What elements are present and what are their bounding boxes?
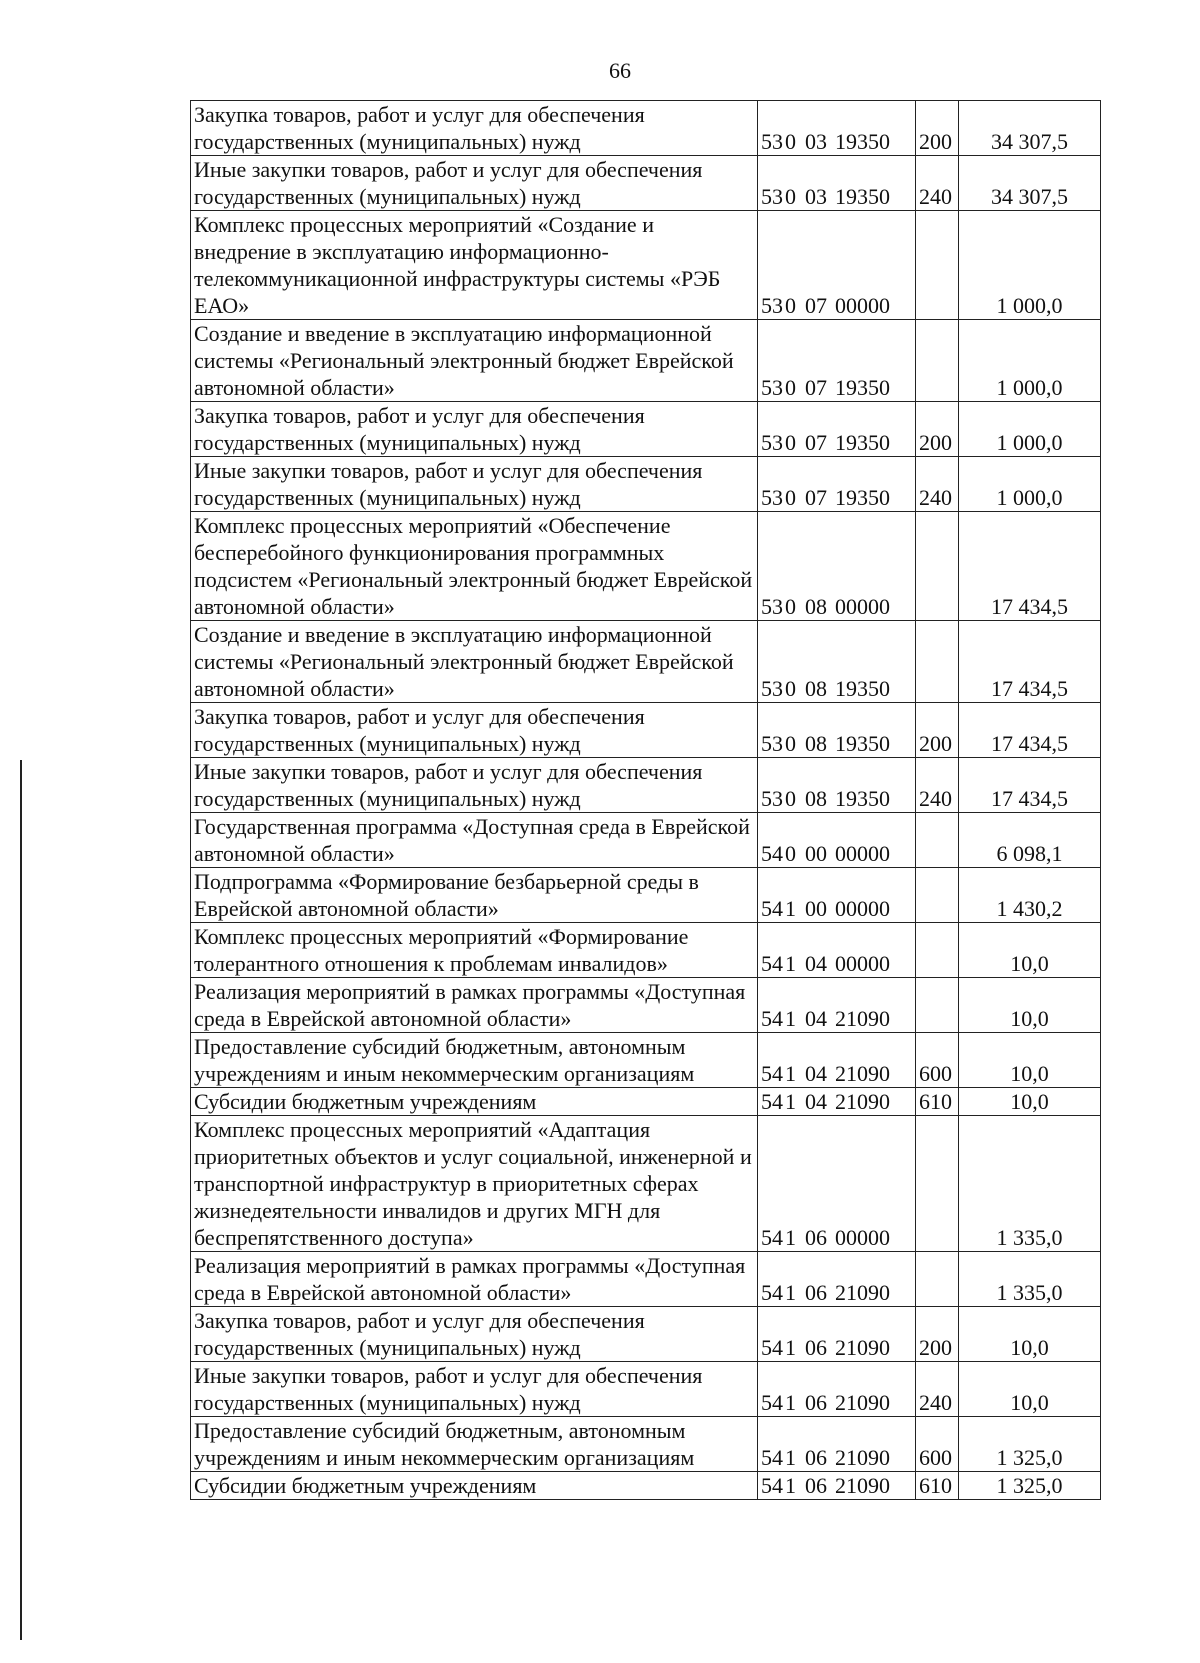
row-name: Реализация мероприятий в рамках программы «Доступная среда в Еврейской автономной области» [191, 1252, 758, 1307]
code-direction: 19350 [835, 676, 890, 701]
code-program: 54 [761, 1225, 783, 1250]
row-target-code [758, 1116, 916, 1252]
row-expense-type: 200 [916, 1307, 959, 1362]
code-direction: 21090 [835, 1390, 890, 1415]
budget-table [190, 100, 1101, 1500]
row-name: Создание и введение в эксплуатацию информационной системы «Региональный электронный бюджет Еврейской автономной области» [191, 320, 758, 402]
table-row [191, 101, 1101, 156]
code-subprogram: 0 [785, 430, 796, 455]
code-subprogram: 0 [785, 786, 796, 811]
code-subprogram: 1 [785, 1445, 796, 1470]
row-target-code [758, 1362, 916, 1417]
code-group: 07 [805, 430, 827, 455]
code-direction: 21090 [835, 1445, 890, 1470]
row-amount: 34 307,5 [959, 156, 1101, 211]
table-row [191, 156, 1101, 211]
row-target-code [758, 621, 916, 703]
row-amount: 10,0 [959, 923, 1101, 978]
code-program: 54 [761, 1335, 783, 1360]
table-row [191, 621, 1101, 703]
row-name: Комплекс процессных мероприятий «Формирование толерантного отношения к проблемам инвалидов» [191, 923, 758, 978]
row-target-code [758, 1252, 916, 1307]
table-row [191, 1033, 1101, 1088]
row-target-code [758, 512, 916, 621]
code-subprogram: 0 [785, 731, 796, 756]
row-name: Предоставление субсидий бюджетным, автономным учреждениям и иным некоммерческим организациям [191, 1417, 758, 1472]
row-name: Иные закупки товаров, работ и услуг для обеспечения государственных (муниципальных) нужд [191, 758, 758, 813]
table-row [191, 457, 1101, 512]
code-group: 03 [805, 129, 827, 154]
table-row [191, 923, 1101, 978]
row-amount: 17 434,5 [959, 703, 1101, 758]
code-subprogram: 1 [785, 1390, 796, 1415]
code-program: 54 [761, 1089, 783, 1114]
code-program: 53 [761, 731, 783, 756]
row-expense-type [916, 978, 959, 1033]
row-amount: 10,0 [959, 978, 1101, 1033]
row-name: Создание и введение в эксплуатацию информационной системы «Региональный электронный бюджет Еврейской автономной области» [191, 621, 758, 703]
row-amount: 1 000,0 [959, 457, 1101, 512]
code-group: 06 [805, 1280, 827, 1305]
code-group: 08 [805, 676, 827, 701]
code-subprogram: 1 [785, 1335, 796, 1360]
row-expense-type: 240 [916, 156, 959, 211]
row-target-code [758, 868, 916, 923]
code-direction: 21090 [835, 1280, 890, 1305]
row-expense-type [916, 923, 959, 978]
table-row [191, 758, 1101, 813]
row-amount: 17 434,5 [959, 621, 1101, 703]
row-expense-type [916, 1252, 959, 1307]
code-subprogram: 0 [785, 184, 796, 209]
row-expense-type: 200 [916, 703, 959, 758]
row-expense-type [916, 868, 959, 923]
row-name: Реализация мероприятий в рамках программы «Доступная среда в Еврейской автономной области» [191, 978, 758, 1033]
code-program: 53 [761, 594, 783, 619]
code-group: 04 [805, 1061, 827, 1086]
code-direction: 00000 [835, 896, 890, 921]
code-direction: 00000 [835, 1225, 890, 1250]
code-direction: 21090 [835, 1473, 890, 1498]
row-expense-type [916, 512, 959, 621]
row-amount: 1 335,0 [959, 1252, 1101, 1307]
table-row [191, 703, 1101, 758]
code-subprogram: 0 [785, 676, 796, 701]
code-program: 54 [761, 1473, 783, 1498]
code-subprogram: 1 [785, 1061, 796, 1086]
code-direction: 21090 [835, 1089, 890, 1114]
table-row [191, 1417, 1101, 1472]
row-amount: 10,0 [959, 1033, 1101, 1088]
code-group: 07 [805, 375, 827, 400]
row-expense-type [916, 1116, 959, 1252]
code-direction: 19350 [835, 430, 890, 455]
row-amount: 1 000,0 [959, 402, 1101, 457]
scan-edge-line [20, 760, 22, 1640]
code-group: 08 [805, 594, 827, 619]
row-name: Иные закупки товаров, работ и услуг для обеспечения государственных (муниципальных) нужд [191, 156, 758, 211]
code-subprogram: 0 [785, 293, 796, 318]
row-target-code [758, 1033, 916, 1088]
code-subprogram: 1 [785, 1089, 796, 1114]
budget-table-body [191, 101, 1101, 1500]
row-target-code [758, 1472, 916, 1500]
row-target-code [758, 402, 916, 457]
row-name: Субсидии бюджетным учреждениям [191, 1088, 758, 1116]
code-group: 00 [805, 841, 827, 866]
row-target-code [758, 457, 916, 512]
code-direction: 00000 [835, 951, 890, 976]
row-target-code [758, 211, 916, 320]
table-row [191, 1472, 1101, 1500]
code-group: 08 [805, 786, 827, 811]
code-subprogram: 1 [785, 1473, 796, 1498]
row-amount: 10,0 [959, 1307, 1101, 1362]
row-target-code [758, 978, 916, 1033]
code-group: 00 [805, 896, 827, 921]
row-amount: 34 307,5 [959, 101, 1101, 156]
row-amount: 1 430,2 [959, 868, 1101, 923]
code-program: 53 [761, 430, 783, 455]
table-row [191, 320, 1101, 402]
code-group: 03 [805, 184, 827, 209]
row-expense-type: 600 [916, 1417, 959, 1472]
code-direction: 19350 [835, 375, 890, 400]
table-row [191, 868, 1101, 923]
code-subprogram: 1 [785, 1225, 796, 1250]
row-name: Комплекс процессных мероприятий «Адаптация приоритетных объектов и услуг социальной, инженерной и транспортной инфраструктур в приоритетных сферах жизнедеятельности инвалидов и других МГН для беспрепятственного доступа» [191, 1116, 758, 1252]
code-program: 53 [761, 786, 783, 811]
code-subprogram: 0 [785, 485, 796, 510]
table-row [191, 1307, 1101, 1362]
code-direction: 21090 [835, 1335, 890, 1360]
row-expense-type [916, 211, 959, 320]
row-amount: 17 434,5 [959, 512, 1101, 621]
code-subprogram: 1 [785, 896, 796, 921]
code-subprogram: 0 [785, 841, 796, 866]
code-direction: 19350 [835, 731, 890, 756]
code-direction: 19350 [835, 129, 890, 154]
code-direction: 21090 [835, 1061, 890, 1086]
code-program: 53 [761, 129, 783, 154]
row-amount: 1 335,0 [959, 1116, 1101, 1252]
table-row [191, 402, 1101, 457]
code-subprogram: 0 [785, 375, 796, 400]
row-amount: 1 000,0 [959, 211, 1101, 320]
code-direction: 19350 [835, 184, 890, 209]
table-row [191, 813, 1101, 868]
code-group: 06 [805, 1473, 827, 1498]
code-group: 04 [805, 951, 827, 976]
row-expense-type: 600 [916, 1033, 959, 1088]
code-group: 04 [805, 1089, 827, 1114]
row-name: Закупка товаров, работ и услуг для обеспечения государственных (муниципальных) нужд [191, 1307, 758, 1362]
code-group: 08 [805, 731, 827, 756]
code-program: 54 [761, 1280, 783, 1305]
code-subprogram: 1 [785, 1006, 796, 1031]
code-program: 54 [761, 951, 783, 976]
table-row [191, 211, 1101, 320]
code-group: 07 [805, 485, 827, 510]
row-name: Закупка товаров, работ и услуг для обеспечения государственных (муниципальных) нужд [191, 402, 758, 457]
code-program: 54 [761, 1445, 783, 1470]
row-name: Иные закупки товаров, работ и услуг для обеспечения государственных (муниципальных) нужд [191, 457, 758, 512]
row-target-code [758, 758, 916, 813]
row-name: Комплекс процессных мероприятий «Обеспечение бесперебойного функционирования программных подсистем «Региональный электронный бюджет Еврейской автономной области» [191, 512, 758, 621]
code-program: 53 [761, 375, 783, 400]
code-direction: 19350 [835, 485, 890, 510]
row-name: Комплекс процессных мероприятий «Создание и внедрение в эксплуатацию информационно-телекоммуникационной инфраструктуры системы «РЭБ ЕАО» [191, 211, 758, 320]
code-program: 54 [761, 1390, 783, 1415]
code-program: 53 [761, 676, 783, 701]
row-target-code [758, 923, 916, 978]
code-subprogram: 1 [785, 1280, 796, 1305]
row-amount: 1 325,0 [959, 1472, 1101, 1500]
code-subprogram: 0 [785, 594, 796, 619]
row-name: Подпрограмма «Формирование безбарьерной среды в Еврейской автономной области» [191, 868, 758, 923]
code-group: 04 [805, 1006, 827, 1031]
row-expense-type: 200 [916, 101, 959, 156]
row-name: Закупка товаров, работ и услуг для обеспечения государственных (муниципальных) нужд [191, 703, 758, 758]
code-direction: 00000 [835, 293, 890, 318]
row-expense-type: 240 [916, 457, 959, 512]
row-expense-type [916, 813, 959, 868]
code-group: 07 [805, 293, 827, 318]
row-expense-type: 240 [916, 1362, 959, 1417]
row-name: Иные закупки товаров, работ и услуг для обеспечения государственных (муниципальных) нужд [191, 1362, 758, 1417]
row-expense-type: 610 [916, 1088, 959, 1116]
code-direction: 19350 [835, 786, 890, 811]
code-program: 53 [761, 293, 783, 318]
code-group: 06 [805, 1390, 827, 1415]
row-amount: 1 325,0 [959, 1417, 1101, 1472]
code-direction: 00000 [835, 594, 890, 619]
table-row [191, 512, 1101, 621]
row-target-code [758, 320, 916, 402]
table-row [191, 1362, 1101, 1417]
code-program: 54 [761, 896, 783, 921]
row-name: Закупка товаров, работ и услуг для обеспечения государственных (муниципальных) нужд [191, 101, 758, 156]
code-direction: 00000 [835, 841, 890, 866]
row-amount: 10,0 [959, 1088, 1101, 1116]
row-target-code [758, 101, 916, 156]
row-amount: 6 098,1 [959, 813, 1101, 868]
row-target-code [758, 156, 916, 211]
table-row [191, 1088, 1101, 1116]
code-group: 06 [805, 1445, 827, 1470]
row-expense-type: 610 [916, 1472, 959, 1500]
table-row [191, 1252, 1101, 1307]
code-subprogram: 0 [785, 129, 796, 154]
code-subprogram: 1 [785, 951, 796, 976]
code-program: 54 [761, 1006, 783, 1031]
code-direction: 21090 [835, 1006, 890, 1031]
code-program: 54 [761, 841, 783, 866]
row-expense-type: 200 [916, 402, 959, 457]
code-group: 06 [805, 1225, 827, 1250]
row-target-code [758, 1088, 916, 1116]
row-name: Государственная программа «Доступная среда в Еврейской автономной области» [191, 813, 758, 868]
code-program: 53 [761, 485, 783, 510]
code-program: 54 [761, 1061, 783, 1086]
table-row [191, 1116, 1101, 1252]
row-expense-type: 240 [916, 758, 959, 813]
row-amount: 10,0 [959, 1362, 1101, 1417]
row-expense-type [916, 621, 959, 703]
page-number: 66 [609, 58, 631, 83]
table-row [191, 978, 1101, 1033]
row-target-code [758, 1307, 916, 1362]
row-target-code [758, 813, 916, 868]
row-target-code [758, 703, 916, 758]
row-name: Предоставление субсидий бюджетным, автономным учреждениям и иным некоммерческим организациям [191, 1033, 758, 1088]
code-group: 06 [805, 1335, 827, 1360]
row-amount: 17 434,5 [959, 758, 1101, 813]
row-target-code [758, 1417, 916, 1472]
row-expense-type [916, 320, 959, 402]
row-name: Субсидии бюджетным учреждениям [191, 1472, 758, 1500]
row-amount: 1 000,0 [959, 320, 1101, 402]
code-program: 53 [761, 184, 783, 209]
